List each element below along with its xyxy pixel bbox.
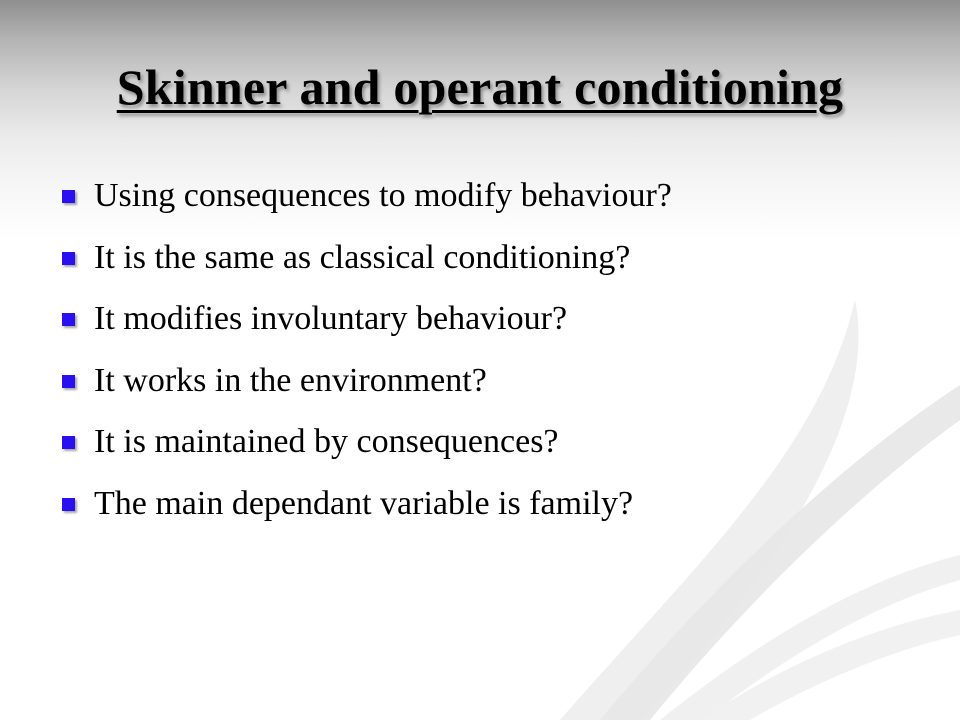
bullet-item [62,362,672,399]
square-bullet-icon [62,252,75,265]
bullet-text: It modifies involuntary behaviour? [94,300,568,337]
square-bullet-icon [62,375,75,388]
bullet-item [62,485,672,522]
bullet-item [62,177,672,214]
square-bullet-icon [62,436,75,449]
bullet-text: Using consequences to modify behaviour? [94,177,672,214]
square-bullet-icon [62,190,75,203]
square-bullet-icon [62,498,75,511]
bullet-text: It works in the environment? [94,361,487,399]
bullet-item [62,239,672,276]
bullet-text: It is the same as classical conditioning? [94,238,631,276]
bullet-text: It is maintained by consequences? [94,423,559,460]
slide-title: Skinner and operant conditioning [116,59,844,115]
bullet-text: The main dependant variable is family? [94,484,634,522]
square-bullet-icon [62,313,75,326]
bullet-item [62,300,672,337]
bullet-list [62,177,672,546]
bullet-item [62,423,672,460]
